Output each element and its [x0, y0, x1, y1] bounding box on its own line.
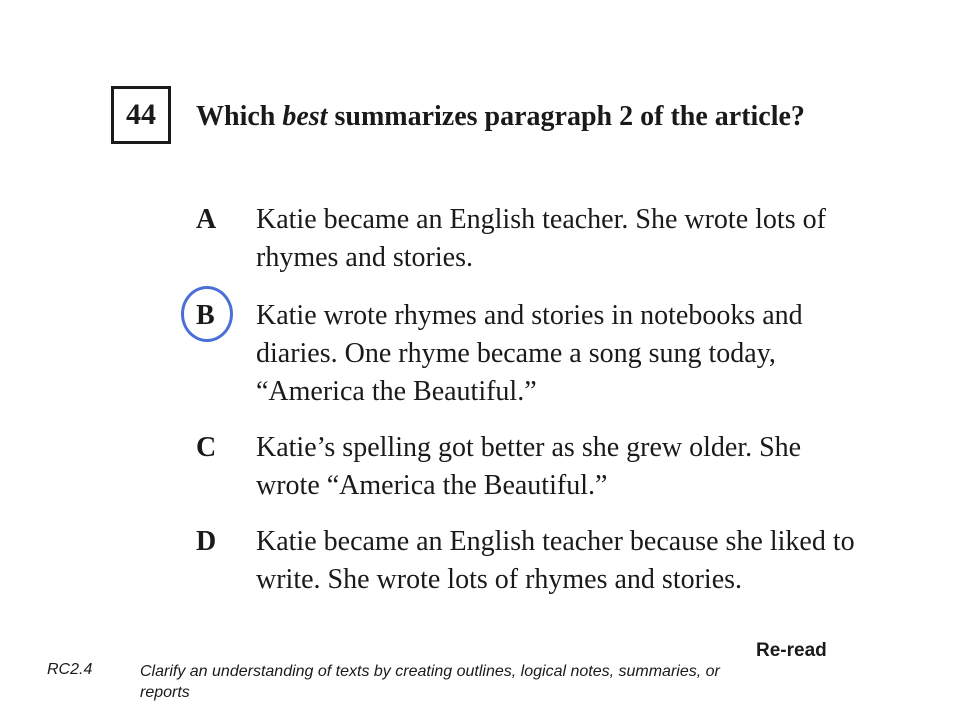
stem-emphasis: best — [282, 101, 328, 132]
option-text: Katie became an English teacher. She wrote lots of rhymes and stories. — [256, 204, 826, 273]
stem-text-end: summarizes paragraph 2 of the article? — [327, 101, 805, 132]
standard-description: Clarify an understanding of texts by creating outlines, logical notes, summaries, or reports — [140, 663, 720, 701]
option-text: Katie wrote rhymes and stories in notebooks and diaries. One rhyme became a song sung today, “America the Beautiful.” — [256, 300, 803, 407]
option-text: Katie’s spelling got better as she grew older. She wrote “America the Beautiful.” — [256, 432, 802, 501]
question-number-box — [111, 86, 171, 144]
reread-label: Re-read — [756, 640, 827, 661]
option-letter: B — [196, 300, 215, 331]
question-stem — [196, 98, 836, 136]
option-letter: D — [196, 526, 217, 557]
standard-code: RC2.4 — [47, 661, 93, 678]
stem-text-start: Which — [196, 101, 283, 132]
option-text: Katie became an English teacher because she liked to write. She wrote lots of rhymes and stories. — [256, 526, 855, 595]
question-number: 44 — [126, 98, 156, 131]
selected-answer-circle — [181, 286, 233, 342]
option-letter: C — [196, 432, 217, 463]
option-letter: A — [196, 204, 217, 235]
